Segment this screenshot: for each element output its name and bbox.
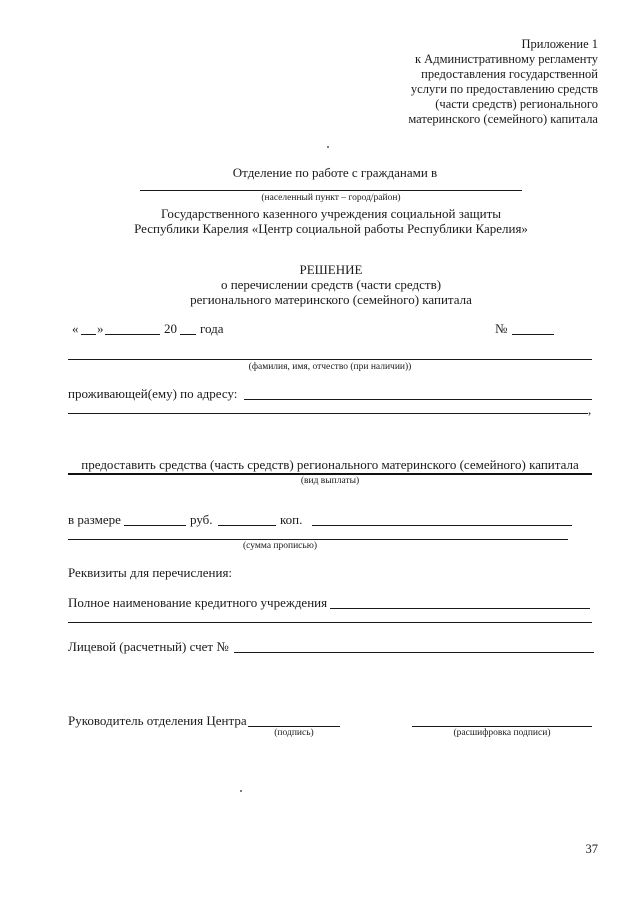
- scan-speck: [240, 790, 242, 792]
- appendix-line-5: (части средств) регионального: [435, 97, 598, 111]
- payment-type-line: [68, 473, 592, 475]
- decision-subtitle-1: о перечислении средств (части средств): [220, 277, 442, 292]
- signature-decode-caption: (расшифровка подписи): [453, 728, 551, 738]
- org-line-1: Государственного казенного учреждения социальной защиты: [160, 206, 502, 221]
- amount-kop-label: коп.: [280, 512, 303, 527]
- number-sign: №: [495, 321, 508, 336]
- appendix-line-3: предоставления государственной: [421, 67, 598, 81]
- org-line-2: Республики Карелия «Центр социальной работы Республики Карелия»: [134, 221, 528, 236]
- place-caption: (населенный пункт – город/район): [261, 193, 401, 203]
- page-number: 37: [585, 842, 598, 856]
- date-year-prefix: 20: [164, 321, 177, 336]
- amount-prefix: в размере: [68, 512, 121, 527]
- bank-blank-line-1[interactable]: [330, 608, 590, 609]
- amount-words-blank-1[interactable]: [312, 525, 572, 526]
- date-day-blank[interactable]: [81, 334, 96, 335]
- account-blank-line[interactable]: [234, 652, 594, 653]
- address-blank-line-2[interactable]: [68, 413, 588, 414]
- date-close-quote: »: [97, 321, 104, 336]
- date-year-blank[interactable]: [180, 334, 196, 335]
- address-blank-line-1[interactable]: [244, 399, 592, 400]
- decision-title: РЕШЕНИЕ: [299, 262, 363, 277]
- decision-subtitle-2: регионального материнского (семейного) капитала: [190, 292, 472, 307]
- address-end-comma: ,: [588, 402, 592, 417]
- appendix-line-4: услуги по предоставлению средств: [410, 82, 598, 96]
- signature-decode-blank[interactable]: [412, 726, 592, 727]
- amount-rub-label: руб.: [190, 512, 213, 527]
- signature-blank[interactable]: [248, 726, 340, 727]
- amount-caption: (сумма прописью): [243, 541, 317, 551]
- amount-rub-blank[interactable]: [124, 525, 186, 526]
- bank-blank-line-2[interactable]: [68, 622, 592, 623]
- appendix-line-6: материнского (семейного) капитала: [408, 112, 598, 126]
- date-year-suffix: года: [200, 321, 224, 336]
- address-label: проживающей(ему) по адресу:: [68, 386, 238, 401]
- signature-caption: (подпись): [274, 728, 314, 738]
- place-blank-line: [140, 190, 522, 191]
- bank-label: Полное наименование кредитного учреждения: [68, 595, 328, 610]
- amount-kop-blank[interactable]: [218, 525, 276, 526]
- amount-words-blank-2[interactable]: [68, 539, 568, 540]
- number-blank[interactable]: [512, 334, 554, 335]
- payment-type-caption: (вид выплаты): [300, 476, 360, 486]
- head-label: Руководитель отделения Центра: [68, 713, 247, 728]
- appendix-line-2: к Административному регламенту: [414, 52, 598, 66]
- payment-type-text: предоставить средства (часть средств) регионального материнского (семейного) капитала: [81, 457, 579, 472]
- fio-caption: (фамилия, имя, отчество (при наличии)): [248, 362, 412, 372]
- department-line: Отделение по работе с гражданами в: [232, 165, 438, 180]
- date-month-blank[interactable]: [105, 334, 160, 335]
- fio-blank-line[interactable]: [68, 359, 592, 360]
- scan-speck: [327, 146, 329, 148]
- requisites-label: Реквизиты для перечисления:: [68, 565, 233, 580]
- account-label: Лицевой (расчетный) счет №: [68, 639, 229, 654]
- appendix-line-1: Приложение 1: [521, 37, 598, 51]
- date-open-quote: «: [72, 321, 79, 336]
